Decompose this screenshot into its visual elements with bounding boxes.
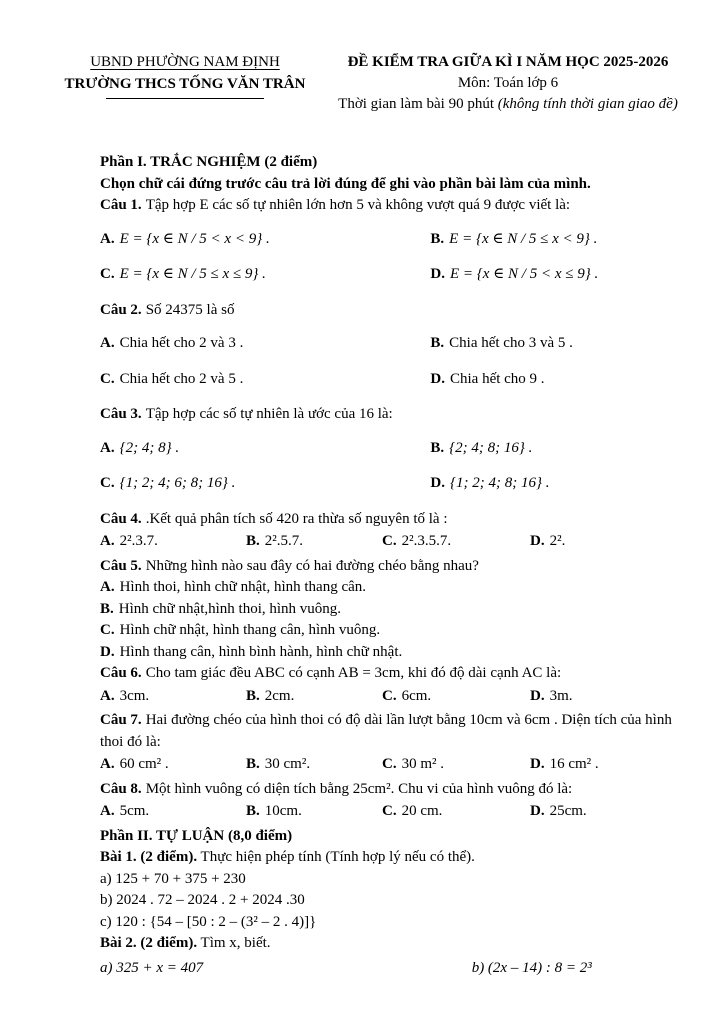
- question-1-options: [100, 229, 690, 286]
- question-7-label: Câu 7.: [100, 712, 142, 728]
- option-d-label: D.: [430, 266, 445, 282]
- question-6-body: Cho tam giác đều ABC có cạnh AB = 3cm, khi đó độ dài cạnh AC là:: [145, 665, 562, 681]
- question-1-label: Câu 1.: [100, 197, 142, 213]
- question-6-text: [100, 663, 690, 685]
- option-a-label: A.: [100, 230, 115, 247]
- option-a-label: A.: [100, 579, 115, 595]
- question-6: [100, 663, 690, 707]
- issuing-authority: UBND PHƯỜNG NAM ĐỊNH: [90, 54, 280, 70]
- option-a-label: A.: [100, 803, 115, 819]
- option-b-label: B.: [430, 439, 445, 456]
- option-d: [530, 754, 690, 776]
- exercise-1-item-a: a) 125 + 70 + 375 + 230: [100, 870, 246, 887]
- part2-title: Phần II. TỰ LUẬN (8,0 điểm): [100, 827, 293, 844]
- question-2-label: Câu 2.: [100, 301, 142, 318]
- option-c-label: C.: [382, 803, 397, 819]
- question-4-options: [100, 531, 690, 553]
- part1-instruction: Chọn chữ cái đứng trước câu trả lời đúng để ghi vào phần bài làm của mình.: [100, 175, 591, 192]
- option-a-text: E = {x ∈ N / 5 < x < 9} .: [119, 230, 270, 247]
- option-c-label: C.: [382, 756, 397, 772]
- option-c-text: 20 cm.: [401, 803, 443, 819]
- option-d-text: E = {x ∈ N / 5 < x ≤ 9} .: [449, 266, 599, 282]
- option-b-label: B.: [246, 756, 260, 772]
- exam-body: [100, 152, 690, 979]
- question-5: [100, 556, 690, 664]
- exercise-1-item-c: c) 120 : {54 – [50 : 2 – (3² – 2 . 4)]}: [100, 913, 317, 930]
- option-c-text: Hình chữ nhật, hình thang cân, hình vuông.: [119, 622, 381, 638]
- question-1: [100, 195, 690, 286]
- exercise-2-text: [100, 933, 690, 955]
- option-d-text: 16 cm² .: [549, 756, 599, 772]
- question-7-options: [100, 754, 690, 776]
- question-2-text: [100, 300, 690, 322]
- question-7-text: [100, 710, 690, 753]
- option-c: [100, 620, 690, 642]
- option-d-label: D.: [430, 370, 445, 387]
- option-b: [246, 686, 382, 708]
- option-b: [430, 333, 690, 355]
- option-b: [246, 531, 382, 553]
- option-a: [100, 333, 430, 355]
- option-a-label: A.: [100, 687, 115, 704]
- question-6-options: [100, 686, 690, 708]
- option-a-text: 60 cm² .: [119, 756, 169, 772]
- question-8-label: Câu 8.: [100, 780, 142, 797]
- exercise-2-items: [100, 958, 690, 980]
- option-d: [530, 686, 690, 708]
- option-c-label: C.: [382, 533, 397, 549]
- option-c: [382, 531, 530, 553]
- option-a: [100, 531, 246, 553]
- option-b-text: 2².5.7.: [264, 533, 304, 549]
- option-c-text: 30 m² .: [401, 756, 445, 772]
- option-d: [430, 369, 690, 391]
- header-right-block: [326, 52, 690, 115]
- option-a-label: A.: [100, 335, 115, 351]
- option-d-text: {1; 2; 4; 8; 16} .: [449, 475, 550, 491]
- option-d-label: D.: [530, 803, 545, 819]
- option-a-label: A.: [100, 533, 115, 549]
- option-a: [100, 438, 430, 460]
- exercise-2-item-a: a) 325 + x = 407: [100, 959, 204, 976]
- option-b: [100, 599, 690, 621]
- question-3-body: Tập hợp các số tự nhiên là ước của 16 là:: [145, 406, 393, 422]
- option-c-label: C.: [100, 622, 115, 638]
- option-c-label: C.: [100, 266, 115, 282]
- option-c: [100, 264, 430, 286]
- option-c-label: C.: [382, 687, 397, 704]
- option-b-label: B.: [246, 533, 260, 549]
- option-b-text: 30 cm².: [264, 756, 311, 772]
- option-b-label: B.: [246, 803, 260, 819]
- school-name: TRƯỜNG THCS TỐNG VĂN TRÂN: [64, 76, 306, 92]
- option-a: [100, 801, 246, 823]
- question-7-body: Hai đường chéo của hình thoi có độ dài lần lượt bằng 10cm và 6cm . Diện tích của hình thoi đó là:: [100, 712, 672, 750]
- option-c-text: 2².3.5.7.: [401, 533, 452, 549]
- exercise-1-body: Thực hiện phép tính (Tính hợp lý nếu có thể).: [197, 849, 475, 865]
- question-3-text: [100, 404, 690, 426]
- option-d-label: D.: [530, 756, 545, 772]
- header-left-block: [44, 52, 326, 99]
- option-b-text: E = {x ∈ N / 5 ≤ x < 9} .: [449, 230, 598, 247]
- option-c: [382, 801, 530, 823]
- option-b-text: Hình chữ nhật,hình thoi, hình vuông.: [118, 600, 342, 617]
- exercise-2-item-b: b) (2x – 14) : 8 = 2³: [471, 959, 592, 976]
- option-a-text: 3cm.: [119, 687, 150, 704]
- question-4-body: .Kết quả phân tích số 420 ra thừa số nguyên tố là :: [145, 510, 448, 527]
- exercise-1-text: [100, 847, 690, 869]
- exercise-2: [100, 933, 690, 979]
- option-d: [430, 264, 690, 286]
- question-8-options: [100, 801, 690, 823]
- option-b-text: 10cm.: [264, 803, 302, 819]
- option-d-text: 3m.: [549, 687, 573, 704]
- exercise-1-item-b: b) 2024 . 72 – 2024 . 2 + 2024 .30: [100, 892, 305, 908]
- option-d-text: Chia hết cho 9 .: [449, 370, 545, 387]
- option-c-text: 6cm.: [401, 687, 432, 704]
- question-2-options: [100, 333, 690, 390]
- option-c-label: C.: [100, 475, 115, 491]
- option-b-text: Chia hết cho 3 và 5 .: [449, 335, 573, 351]
- question-8-body: Một hình vuông có diện tích bằng 25cm². Chu vi của hình vuông đó là:: [145, 780, 573, 797]
- question-4: [100, 509, 690, 553]
- option-c-label: C.: [100, 370, 115, 387]
- option-d-label: D.: [530, 533, 545, 549]
- option-d-text: 2².: [549, 533, 566, 549]
- question-1-body: Tập hợp E các số tự nhiên lớn hơn 5 và không vượt quá 9 được viết là:: [145, 197, 571, 213]
- exercise-1-items: [100, 869, 690, 934]
- exercise-2-label: Bài 2. (2 điểm).: [100, 935, 198, 951]
- question-5-body: Những hình nào sau đây có hai đường chéo bằng nhau?: [145, 557, 479, 574]
- question-3: [100, 404, 690, 495]
- exam-title: ĐỀ KIỂM TRA GIỮA KÌ I NĂM HỌC 2025-2026: [347, 54, 669, 70]
- option-a-text: 2².3.7.: [119, 533, 158, 549]
- exam-duration-note: (không tính thời gian giao đề): [497, 96, 678, 112]
- question-2: [100, 300, 690, 391]
- option-c-text: E = {x ∈ N / 5 ≤ x ≤ 9} .: [119, 266, 266, 282]
- question-3-options: [100, 438, 690, 495]
- document-header: [44, 52, 690, 115]
- option-b-label: B.: [430, 230, 445, 247]
- option-d-text: 25cm.: [549, 803, 587, 819]
- option-b: [430, 438, 690, 460]
- option-a: [100, 686, 246, 708]
- option-b-text: {2; 4; 8; 16} .: [449, 439, 533, 456]
- option-a: [100, 577, 690, 599]
- option-b: [246, 801, 382, 823]
- option-a-text: Chia hết cho 2 và 3 .: [119, 335, 244, 351]
- option-a-label: A.: [100, 439, 115, 456]
- question-7: [100, 710, 690, 776]
- option-b-label: B.: [246, 687, 260, 704]
- option-b-text: 2cm.: [264, 687, 295, 704]
- exercise-1-label: Bài 1. (2 điểm).: [100, 849, 198, 865]
- option-d-text: Hình thang cân, hình bình hành, hình chữ nhật.: [119, 643, 403, 660]
- option-a-label: A.: [100, 756, 115, 772]
- question-8: [100, 779, 690, 823]
- option-d: [430, 473, 690, 495]
- question-4-text: [100, 509, 690, 531]
- option-a: [100, 754, 246, 776]
- question-1-text: [100, 195, 690, 217]
- option-a-text: Hình thoi, hình chữ nhật, hình thang cân.: [119, 579, 367, 595]
- option-a-text: 5cm.: [119, 803, 150, 819]
- option-a-text: {2; 4; 8} .: [119, 439, 180, 456]
- header-rule: [106, 98, 264, 99]
- option-d: [100, 642, 690, 664]
- question-5-text: [100, 556, 690, 578]
- option-d-label: D.: [100, 643, 115, 660]
- exercise-1: [100, 847, 690, 933]
- part1-title: Phần I. TRẮC NGHIỆM (2 điểm): [100, 154, 318, 170]
- exam-duration-text: Thời gian làm bài 90 phút: [338, 96, 498, 112]
- option-d-label: D.: [430, 475, 445, 491]
- exam-duration: [326, 94, 690, 115]
- question-8-text: [100, 779, 690, 801]
- exercise-2-body: Tìm x, biết.: [197, 935, 271, 951]
- option-b-label: B.: [100, 600, 114, 617]
- exam-subject: Môn: Toán lớp 6: [457, 75, 559, 91]
- option-d: [530, 531, 690, 553]
- option-c-text: Chia hết cho 2 và 5 .: [119, 370, 244, 387]
- option-b-label: B.: [430, 335, 445, 351]
- question-3-label: Câu 3.: [100, 406, 142, 422]
- option-c-text: {1; 2; 4; 6; 8; 16} .: [119, 475, 236, 491]
- option-d-label: D.: [530, 687, 545, 704]
- option-c: [382, 754, 530, 776]
- question-4-label: Câu 4.: [100, 510, 142, 527]
- option-d: [530, 801, 690, 823]
- option-c: [100, 473, 430, 495]
- option-c: [100, 369, 430, 391]
- question-6-label: Câu 6.: [100, 665, 142, 681]
- question-5-label: Câu 5.: [100, 557, 142, 574]
- option-c: [382, 686, 530, 708]
- option-a: [100, 229, 430, 251]
- question-2-body: Số 24375 là số: [145, 301, 235, 318]
- option-b: [246, 754, 382, 776]
- option-b: [430, 229, 690, 251]
